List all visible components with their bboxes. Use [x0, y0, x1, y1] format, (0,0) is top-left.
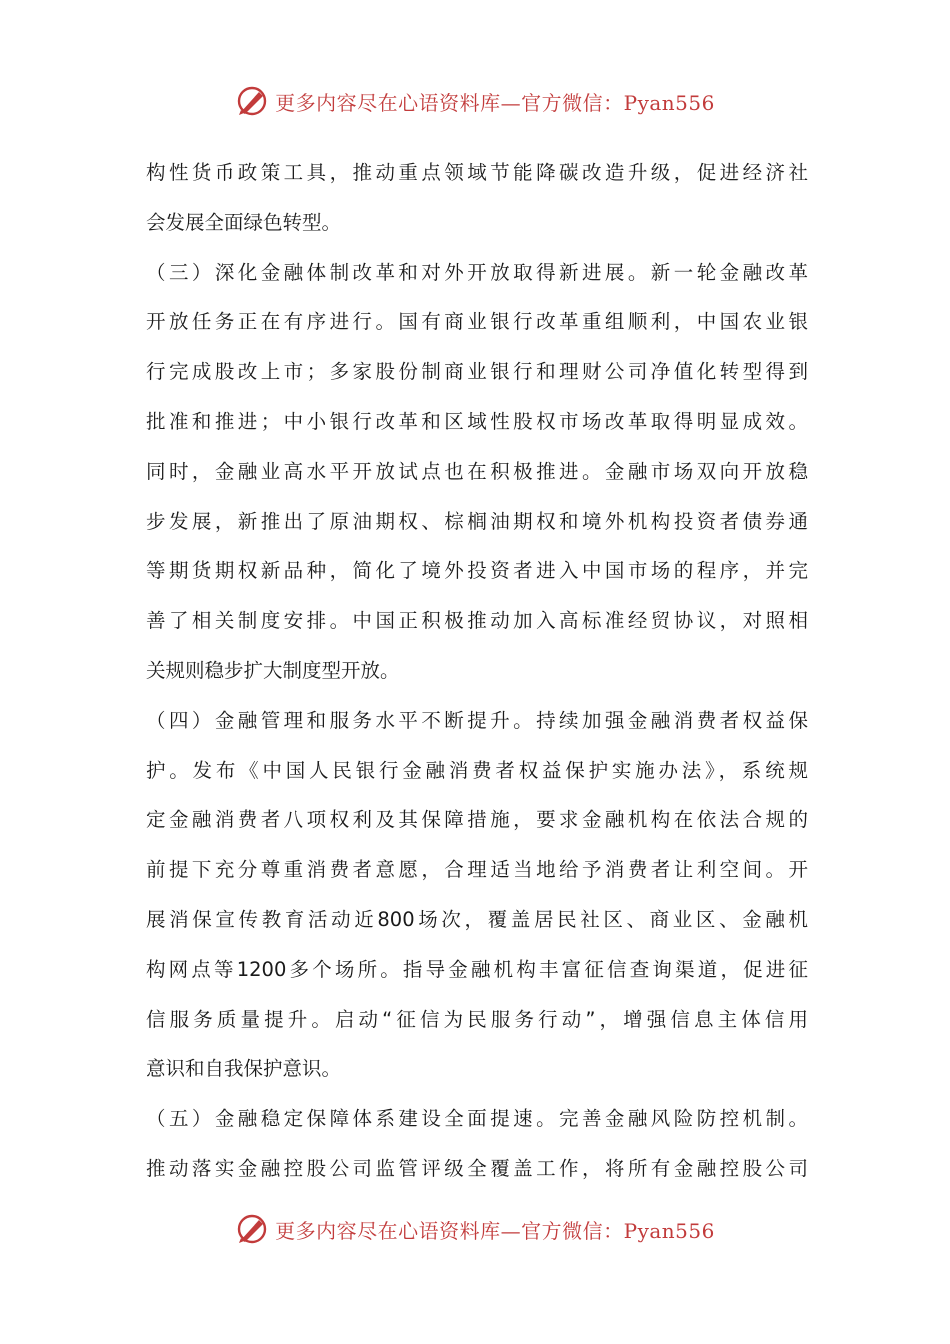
text-line: 构性货币政策工具，推动重点领域节能降碳改造升级，促进经济社: [146, 161, 808, 184]
text-line: 等期货期权新品种，简化了境外投资者进入中国市场的程序，并完: [146, 559, 808, 583]
text-line: 开放任务正在有序进行。国有商业银行改革重组顺利，中国农业银: [146, 310, 808, 334]
text-line: （三）深化金融体制改革和对外开放取得新进展。新一轮金融改革: [146, 260, 808, 284]
text-line: （五）金融稳定保障体系建设全面提速。完善金融风险防控机制。: [146, 1107, 808, 1131]
text-line: 推动落实金融控股公司监管评级全覆盖工作，将所有金融控股公司: [146, 1156, 808, 1180]
pen-logo-icon: [235, 1212, 269, 1246]
text-line: 展消保宣传教育活动近800场次，覆盖居民社区、商业区、金融机: [146, 907, 808, 931]
text-line: 会发展全面绿色转型。: [146, 210, 342, 234]
text-line: 构网点等1200多个场所。指导金融机构丰富征信查询渠道，促进征: [146, 957, 808, 981]
watermark-header: [0, 84, 950, 118]
document-body: [146, 148, 808, 1194]
text-line: 步发展，新推出了原油期权、棕榈油期权和境外机构投资者债券通: [146, 509, 808, 533]
watermark-text: 更多内容尽在心语资料库—官方微信：Pyan556: [275, 90, 715, 115]
text-line: 护。发布《中国人民银行金融消费者权益保护实施办法》，系统规: [146, 758, 808, 782]
text-line: 善了相关制度安排。中国正积极推动加入高标准经贸协议，对照相: [146, 609, 808, 633]
text-line: 前提下充分尊重消费者意愿，合理适当地给予消费者让利空间。开: [146, 858, 808, 882]
text-line: 关规则稳步扩大制度型开放。: [146, 658, 400, 682]
text-line: 意识和自我保护意识。: [146, 1057, 342, 1081]
text-line: （四）金融管理和服务水平不断提升。持续加强金融消费者权益保: [146, 708, 808, 732]
text-line: 行完成股改上市；多家股份制商业银行和理财公司净值化转型得到: [146, 360, 808, 384]
watermark-footer: [0, 1212, 950, 1246]
pen-logo-icon: [235, 84, 269, 118]
text-line: 批准和推进；中小银行改革和区域性股权市场改革取得明显成效。: [146, 409, 808, 433]
watermark-text: 更多内容尽在心语资料库—官方微信：Pyan556: [275, 1218, 715, 1243]
text-line: 定金融消费者八项权利及其保障措施，要求金融机构在依法合规的: [146, 808, 808, 832]
text-line: 同时，金融业高水平开放试点也在积极推进。金融市场双向开放稳: [146, 459, 808, 483]
text-line: 信服务质量提升。启动“征信为民服务行动”，增强信息主体信用: [146, 1007, 808, 1031]
